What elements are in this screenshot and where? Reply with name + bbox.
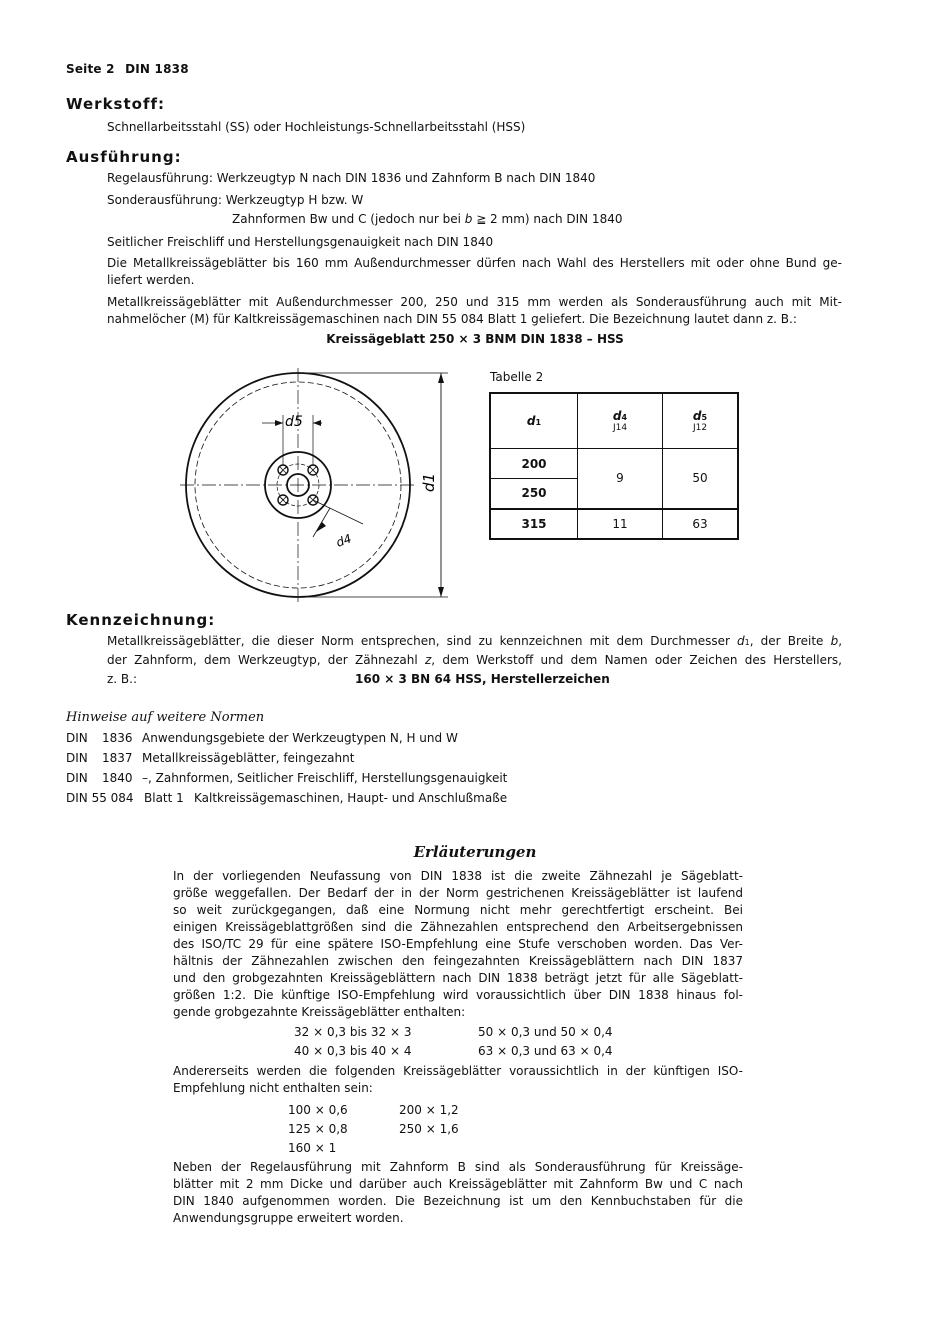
var-z: z: [424, 653, 432, 667]
reference-din: DIN: [66, 731, 88, 745]
cell-d1: 315: [490, 509, 578, 539]
size-item: 250 × 1,6: [399, 1122, 459, 1136]
d4-label: d4: [334, 531, 354, 550]
reference-number: 1836: [102, 731, 133, 745]
reference-din: DIN: [66, 771, 88, 785]
cell-d5: 50: [663, 449, 739, 509]
saw-blade-drawing: [170, 360, 470, 610]
kennzeichnung-example: 160 × 3 BN 64 HSS, Herstellerzeichen: [355, 672, 610, 686]
header-d5: [663, 393, 739, 449]
var-b: b: [830, 634, 839, 648]
paragraph-line: größe weggefallen. Der Bedarf der in der Norm gestrichenen Kreissägeblätter ist laufend: [173, 886, 743, 900]
header-tolerance: J12: [692, 423, 708, 433]
paragraph-line: größen 1:2. Die künftige ISO-Empfehlung wird voraussichtlich über DIN 1838 hinaus fol-: [173, 988, 743, 1002]
header-d1: [490, 393, 578, 449]
cell-d1: 200: [490, 449, 578, 479]
table-caption: Tabelle 2: [490, 370, 544, 384]
reference-number: 1840: [102, 771, 133, 785]
range-left: 32 × 0,3 bis 32 × 3: [294, 1025, 412, 1039]
paragraph-line: hältnis der Zähnezahlen zwischen den feingezahnten Kreissägeblättern nach DIN 1837: [173, 954, 743, 968]
hinweise-title: Hinweise auf weitere Normen: [66, 710, 265, 725]
mitnahme-text-line2: nahmelöcher (M) für Kaltkreissägemaschinen nach DIN 55 084 Blatt 1 geliefert. Die Bezeichnung lautet dann z. B.:: [107, 312, 797, 326]
header-subscript: 1: [535, 418, 542, 427]
header-symbol: d: [612, 409, 622, 423]
excluded-sizes-right: [399, 1101, 459, 1139]
cell-d4: 9: [578, 449, 663, 509]
reference-title: Kaltkreissägemaschinen, Haupt- und Anschlußmaße: [194, 791, 508, 805]
range-left: 40 × 0,3 bis 40 × 4: [294, 1044, 412, 1058]
sonderausfuehrung-text: Sonderausführung: Werkzeugtyp H bzw. W: [107, 193, 364, 207]
d1-label: d1: [420, 472, 438, 492]
d5-label: d5: [285, 414, 303, 430]
reference-number: Blatt 1: [144, 791, 184, 805]
paragraph-line: blätter mit 2 mm Dicke und darüber auch Kreissägeblätter mit Zahnform Bw und C nach: [173, 1177, 743, 1191]
kennzeichnung-line1: [107, 634, 842, 648]
reference-number: 1837: [102, 751, 133, 765]
table-2: [489, 392, 739, 540]
header-symbol: d: [526, 414, 536, 428]
kennzeichnung-line2-b: , dem Werkstoff und dem Namen oder Zeichen des Herstellers,: [431, 653, 842, 667]
kennzeichnung-line2-a: der Zahnform, dem Werkzeugtyp, der Zähnezahl: [107, 653, 425, 667]
paragraph-line: des ISO/TC 29 für eine spätere ISO-Empfehlung eine Stufe verschoben worden. Das Ver-: [173, 937, 743, 951]
paragraph-line: Anwendungsgruppe erweitert worden.: [173, 1211, 404, 1225]
reference-item: [66, 731, 458, 745]
paragraph-line: gende grobgezahnte Kreissägeblätter enthalten:: [173, 1005, 466, 1019]
erlaeuterungen-title: Erläuterungen: [413, 843, 537, 861]
cell-d1: 250: [490, 479, 578, 509]
reference-din: DIN: [66, 751, 88, 765]
zahnformen-text-b: ≧ 2 mm) nach DIN 1840: [472, 212, 623, 226]
range-right: 50 × 0,3 und 50 × 0,4: [478, 1025, 613, 1039]
table-row: [490, 449, 738, 479]
bezeichnung-example: Kreissägeblatt 250 × 3 BNM DIN 1838 – HSS: [326, 332, 624, 346]
regelausfuehrung-text: Regelausführung: Werkzeugtyp N nach DIN 1836 und Zahnform B nach DIN 1840: [107, 171, 596, 185]
header-subscript: 5: [701, 413, 708, 422]
table-row: [490, 509, 738, 539]
reference-title: Metallkreissägeblätter, feingezahnt: [142, 751, 355, 765]
freischliff-text: Seitlicher Freischliff und Herstellungsgenauigkeit nach DIN 1840: [107, 235, 494, 249]
size-item: 200 × 1,2: [399, 1103, 459, 1117]
size-item: 125 × 0,8: [288, 1122, 348, 1136]
dimension-d5: [262, 414, 322, 465]
kennzeichnung-line2: [107, 653, 842, 667]
mitnahme-text-line1: Metallkreissägeblätter mit Außendurchmesser 200, 250 und 315 mm werden als Sonderausführung auch mit Mit-: [107, 295, 842, 309]
reference-item: [66, 771, 507, 785]
reference-title: Anwendungsgebiete der Werkzeugtypen N, H und W: [142, 731, 458, 745]
section-title-ausfuehrung: Ausführung:: [66, 148, 182, 166]
kennzeichnung-line1-b: , der Breite: [749, 634, 831, 648]
paragraph-line: Neben der Regelausführung mit Zahnform B sind als Sonderausführung für Kreissäge-: [173, 1160, 743, 1174]
reference-title: –, Zahnformen, Seitlicher Freischliff, Herstellungsgenauigkeit: [142, 771, 508, 785]
var-d1: d1: [737, 634, 750, 648]
paragraph-line: so weit zurückgegangen, daß eine Normung nicht mehr gerechtfertigt erscheint. Bei: [173, 903, 743, 917]
werkstoff-text: Schnellarbeitsstahl (SS) oder Hochleistungs-Schnellarbeitsstahl (HSS): [107, 120, 526, 134]
paragraph-line: DIN 1840 aufgenommen worden. Die Bezeichnung ist um den Kennbuchstaben für die: [173, 1194, 743, 1208]
size-item: 100 × 0,6: [288, 1103, 348, 1117]
page-number: Seite 2: [66, 62, 115, 76]
reference-din: DIN 55 084: [66, 791, 134, 805]
var-b: b: [464, 212, 473, 226]
bund-text-line1: Die Metallkreissägeblätter bis 160 mm Außendurchmesser dürfen nach Wahl des Herstellers mit oder ohne Bund ge-: [107, 256, 842, 270]
kennzeichnung-line1-c: ,: [838, 634, 843, 648]
paragraph-line: Empfehlung nicht enthalten sein:: [173, 1081, 373, 1095]
zahnformen-text: [232, 212, 622, 226]
kennzeichnung-line3: z. B.:: [107, 672, 138, 686]
dimension-d4: [313, 500, 363, 550]
bund-text-line2: liefert werden.: [107, 273, 195, 287]
header-subscript: 4: [621, 413, 628, 422]
erlaeuterungen-paragraph-2: [173, 1064, 743, 1098]
erlaeuterungen-paragraph-3: [173, 1160, 743, 1228]
excluded-sizes-left: [288, 1101, 348, 1158]
section-title-werkstoff: Werkstoff:: [66, 95, 166, 113]
paragraph-line: einigen Kreissägeblattgrößen sind die Zähnezahlen entsprechend den Arbeitsergebnissen: [173, 920, 743, 934]
paragraph-line: In der vorliegenden Neufassung von DIN 1838 ist die zweite Zähnezahl je Sägeblatt-: [173, 869, 743, 883]
paragraph-line: Andererseits werden die folgenden Kreissägeblätter voraussichtlich in der künftigen ISO-: [173, 1064, 743, 1078]
range-right: 63 × 0,3 und 63 × 0,4: [478, 1044, 613, 1058]
header-tolerance: J14: [612, 423, 628, 433]
reference-item: [66, 751, 354, 765]
section-title-kennzeichnung: Kennzeichnung:: [66, 611, 216, 629]
reference-item: [66, 791, 507, 805]
header-symbol: d: [692, 409, 702, 423]
zahnformen-text-a: Zahnformen Bw und C (jedoch nur bei: [232, 212, 465, 226]
cell-d4: 11: [578, 509, 663, 539]
size-item: 160 × 1: [288, 1141, 337, 1155]
paragraph-line: und den grobgezahnten Kreissägeblättern nach DIN 1838 beträgt jetzt für alle Sägeblatt-: [173, 971, 743, 985]
table-header-row: [490, 393, 738, 449]
kennzeichnung-line1-a: Metallkreissägeblätter, die dieser Norm entsprechen, sind zu kennzeichnen mit dem Durchmesser: [107, 634, 738, 648]
document-number: DIN 1838: [125, 62, 189, 76]
page-header: [66, 62, 189, 76]
erlaeuterungen-paragraph-1: [173, 869, 743, 1022]
header-d4: [578, 393, 663, 449]
cell-d5: 63: [663, 509, 739, 539]
